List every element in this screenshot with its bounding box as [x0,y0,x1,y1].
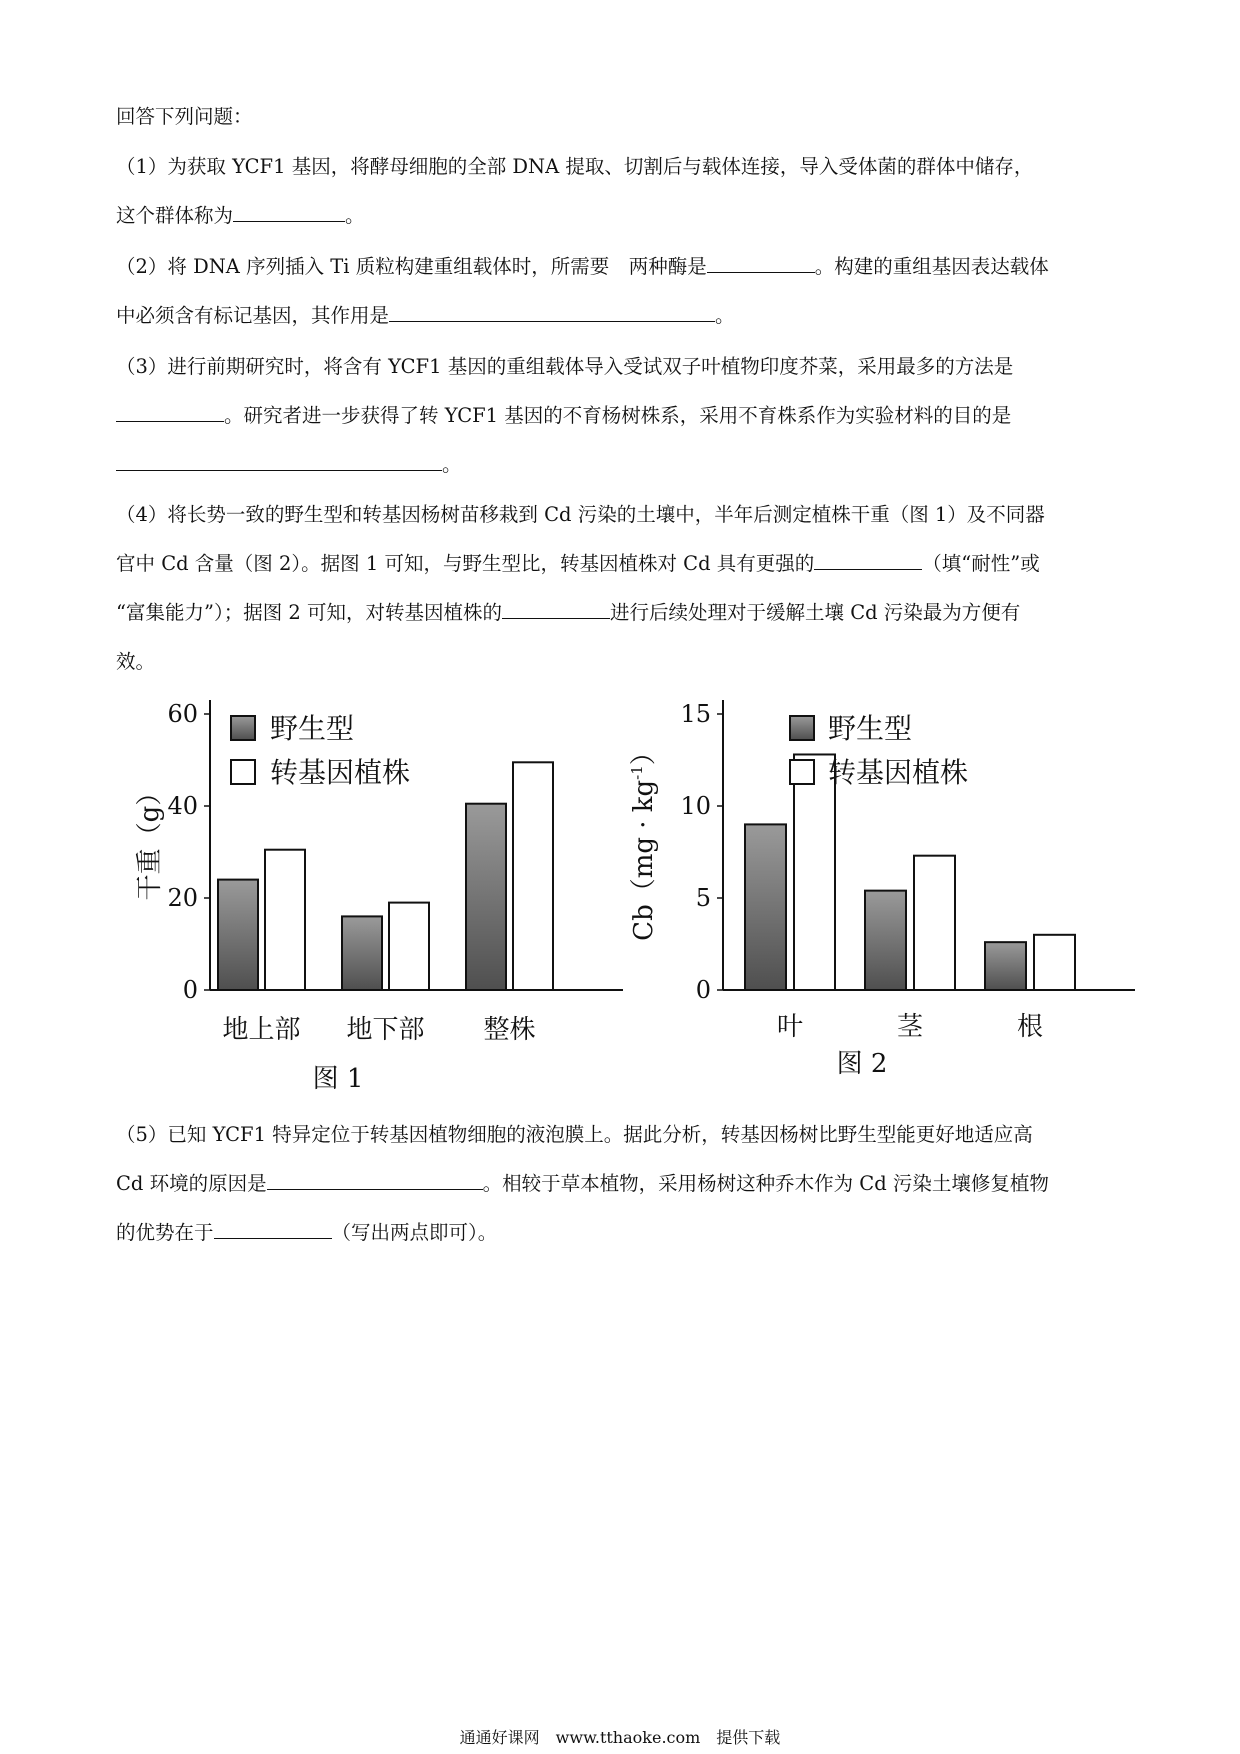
legend-label: 野生型 [270,712,355,745]
bar-transgenic [914,856,955,990]
q2-text-b: 。构建的重组基因表达载体 [814,255,1049,278]
y-tick-label: 0 [182,976,198,1004]
category-label: 整株 [483,1015,536,1045]
bar-wild-type [466,804,506,990]
q4-text-d: “富集能力”）；据图 2 可知，对转基因植株的 [116,601,502,624]
question-2 [116,242,1134,340]
category-label: 地上部 [222,1015,301,1045]
bar-wild-type [985,942,1026,990]
question-5 [116,1110,1134,1257]
category-label: 茎 [896,1012,924,1042]
q5-answer-blank-2[interactable] [214,1218,332,1239]
q5-text-d: 的优势在于 [116,1221,214,1244]
y-tick-label: 5 [695,884,711,912]
y-axis-label-superscript: -1 [628,765,646,780]
y-axis-label-main: 干重（g） [135,779,165,901]
y-tick-label: 20 [167,884,198,912]
figure-caption: 图 1 [312,1064,364,1094]
q4-answer-blank-1[interactable] [814,549,922,570]
q5-answer-blank-1[interactable] [267,1169,483,1190]
legend-swatch-wild-type [790,716,814,740]
q1-answer-blank[interactable] [233,201,345,222]
q5-text-c: 。相较于草本植物，采用杨树这种乔木作为 Cd 污染土壤修复植物 [482,1172,1049,1195]
q2-text-c: 中必须含有标记基因，其作用是 [116,304,390,327]
question-4 [116,490,1134,686]
q4-text-b: 官中 Cd 含量（图 2）。据图 1 可知，与野生型比，转基因植株对 Cd 具有更强的 [116,552,815,575]
q5-text-b: Cd 环境的原因是 [116,1172,267,1195]
y-tick-label: 60 [167,700,198,728]
q3-answer-blank-1[interactable] [116,401,224,422]
q1-text-a: （1）为获取 YCF1 基因，将酵母细胞的全部 DNA 提取、切割后与载体连接，导入受体菌的群体中储存， [116,155,1034,178]
q4-text-a: （4）将长势一致的野生型和转基因杨树苗移栽到 Cd 污染的土壤中，半年后测定植株干重（图 1）及不同器 [116,503,1045,526]
category-label: 根 [1016,1012,1044,1042]
category-label: 地下部 [346,1015,425,1045]
legend-swatch-transgenic [790,760,814,784]
q2-text-d: 。 [715,304,735,327]
legend-label: 野生型 [828,712,913,745]
y-tick-label: 15 [680,700,711,728]
y-axis-label [135,780,165,901]
bar-wild-type [745,824,786,990]
bar-wild-type [342,916,382,990]
q5-text-e: （写出两点即可）。 [331,1221,498,1244]
q3-text-c: 。 [442,453,462,476]
q4-text-e: 进行后续处理对于缓解土壤 Cd 污染最为方便有 [610,601,1021,624]
bar-transgenic [1034,935,1075,990]
category-label: 叶 [776,1012,804,1042]
q1-text-b: 这个群体称为 [116,204,234,227]
y-tick-label: 40 [167,792,198,820]
q5-text-a: （5）已知 YCF1 特异定位于转基因植物细胞的液泡膜上。据此分析，转基因杨树比野生型能更好地适应高 [116,1123,1033,1146]
q1-text-c: 。 [345,204,365,227]
q3-text-a: （3）进行前期研究时，将含有 YCF1 基因的重组载体导入受试双子叶植物印度芥菜，采用最多的方法是 [116,355,1014,378]
q4-answer-blank-2[interactable] [502,598,610,619]
q2-answer-blank-1[interactable] [707,252,815,273]
legend-label: 转基因植株 [828,756,969,789]
question-1 [116,142,1134,240]
legend-swatch-wild-type [231,716,255,740]
figure-1-chart [118,690,628,1100]
q3-text-b: 。研究者进一步获得了转 YCF1 基因的不育杨树株系，采用不育株系作为实验材料的目的是 [224,404,1012,427]
intro-text: 回答下列问题： [116,105,253,128]
q4-text-c: （填“耐性”或 [922,552,1040,575]
bar-wild-type [865,891,906,990]
q4-text-f: 效。 [116,650,156,673]
bar-transgenic [389,903,429,990]
figure-2-chart [630,690,1140,1100]
footer-text: 通通好课网 www.tthaoke.com 提供下载 [459,1728,781,1747]
y-tick-label: 10 [680,792,711,820]
legend-label: 转基因植株 [270,756,411,789]
y-axis-label [628,739,659,941]
bar-transgenic [513,762,553,990]
legend-swatch-transgenic [231,760,255,784]
bar-transgenic [794,754,835,990]
page-footer [0,1725,1240,1748]
q2-answer-blank-2[interactable] [389,301,715,322]
q3-answer-blank-2[interactable] [116,450,442,471]
bar-wild-type [218,880,258,990]
figure-caption: 图 2 [836,1049,888,1079]
y-tick-label: 0 [695,976,711,1004]
bar-transgenic [265,850,305,990]
y-axis-label-close: ） [629,739,659,766]
question-3 [116,342,1134,489]
intro-line [116,92,1134,141]
y-axis-label-main: Cb（mg · kg [629,779,659,941]
q2-text-a: （2）将 DNA 序列插入 Ti 质粒构建重组载体时，所需要 两种酶是 [116,255,707,278]
